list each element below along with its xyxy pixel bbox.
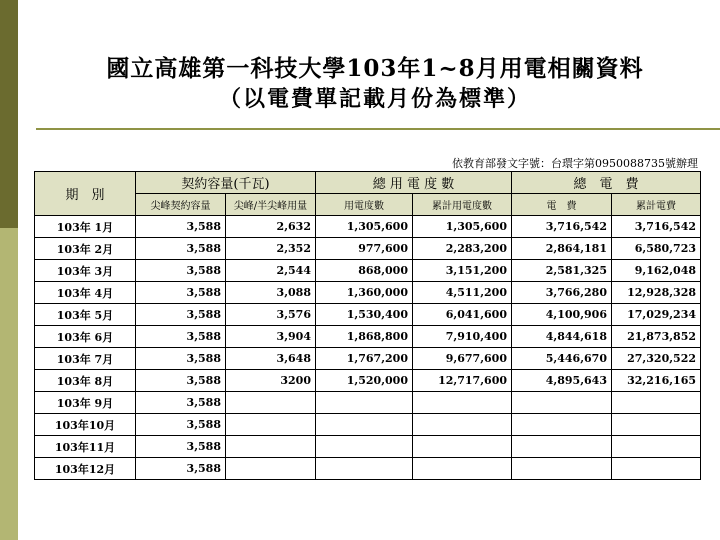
header-period: 期 別 [35,172,136,216]
cell-kwh: 977,600 [316,238,413,260]
side-bar-dark [0,0,18,228]
cell-half-peak: 3,648 [226,348,316,370]
cell-period: 103年 4月 [35,282,136,304]
header-fee: 總 電 費 [512,172,701,194]
cell-cum-kwh: 9,677,600 [413,348,512,370]
cell-half-peak: 2,632 [226,216,316,238]
table-row [35,414,701,436]
cell-fee [512,392,612,414]
cell-kwh: 1,305,600 [316,216,413,238]
cell-cum-kwh [413,436,512,458]
cell-period: 103年 1月 [35,216,136,238]
header-fee-amount: 電 費 [512,194,612,216]
cell-cum-fee [612,414,701,436]
table-row [35,436,701,458]
header-cum-fee: 累計電費 [612,194,701,216]
cell-cum-fee: 17,029,234 [612,304,701,326]
regulation-note: 依教育部發文字號：台環字第0950088735號辦理 [452,157,698,170]
cell-half-peak: 3200 [226,370,316,392]
cell-cum-fee [612,436,701,458]
cell-fee: 5,446,670 [512,348,612,370]
table-row [35,260,701,282]
cell-fee: 4,100,906 [512,304,612,326]
cell-peak-contract: 3,588 [136,458,226,480]
cell-period: 103年11月 [35,436,136,458]
cell-kwh: 1,520,000 [316,370,413,392]
side-bar-light [0,228,18,540]
header-row-1 [35,172,701,194]
cell-kwh [316,436,413,458]
cell-kwh [316,392,413,414]
electricity-table [34,171,701,480]
header-contract: 契約容量(千瓦) [136,172,316,194]
table-row [35,348,701,370]
cell-peak-contract: 3,588 [136,260,226,282]
cell-cum-fee: 9,162,048 [612,260,701,282]
cell-cum-fee: 12,928,328 [612,282,701,304]
cell-cum-fee: 27,320,522 [612,348,701,370]
cell-kwh: 1,767,200 [316,348,413,370]
cell-kwh [316,458,413,480]
page-title: 國立高雄第一科技大學103年1~8月用電相關資料 [106,55,644,82]
cell-cum-kwh: 4,511,200 [413,282,512,304]
cell-cum-kwh: 7,910,400 [413,326,512,348]
cell-cum-kwh: 2,283,200 [413,238,512,260]
cell-half-peak [226,458,316,480]
cell-fee: 2,581,325 [512,260,612,282]
header-half-peak: 尖峰/半尖峰用量 [226,194,316,216]
cell-half-peak: 3,088 [226,282,316,304]
cell-cum-fee: 21,873,852 [612,326,701,348]
cell-fee [512,436,612,458]
cell-period: 103年 5月 [35,304,136,326]
cell-peak-contract: 3,588 [136,436,226,458]
cell-cum-fee: 6,580,723 [612,238,701,260]
cell-half-peak: 2,544 [226,260,316,282]
cell-period: 103年 2月 [35,238,136,260]
cell-peak-contract: 3,588 [136,238,226,260]
cell-peak-contract: 3,588 [136,304,226,326]
cell-kwh: 868,000 [316,260,413,282]
table-row [35,304,701,326]
cell-kwh: 1,530,400 [316,304,413,326]
cell-half-peak [226,436,316,458]
table-row [35,238,701,260]
cell-period: 103年 9月 [35,392,136,414]
cell-kwh: 1,360,000 [316,282,413,304]
cell-peak-contract: 3,588 [136,326,226,348]
cell-period: 103年10月 [35,414,136,436]
header-peak-contract: 尖峰契約容量 [136,194,226,216]
table-row [35,458,701,480]
table-row [35,216,701,238]
cell-period: 103年 7月 [35,348,136,370]
table-row [35,392,701,414]
header-kwh: 用電度數 [316,194,413,216]
cell-fee: 2,864,181 [512,238,612,260]
cell-cum-fee: 32,216,165 [612,370,701,392]
cell-period: 103年 6月 [35,326,136,348]
cell-cum-kwh: 1,305,600 [413,216,512,238]
cell-cum-kwh [413,414,512,436]
cell-fee [512,414,612,436]
title-divider [36,128,720,130]
cell-fee: 3,766,280 [512,282,612,304]
cell-cum-kwh: 12,717,600 [413,370,512,392]
cell-peak-contract: 3,588 [136,392,226,414]
cell-half-peak: 3,904 [226,326,316,348]
header-usage: 總 用 電 度 數 [316,172,512,194]
cell-peak-contract: 3,588 [136,348,226,370]
cell-peak-contract: 3,588 [136,370,226,392]
cell-fee [512,458,612,480]
cell-cum-fee [612,392,701,414]
cell-kwh [316,414,413,436]
table-row [35,370,701,392]
cell-fee: 4,844,618 [512,326,612,348]
cell-period: 103年 8月 [35,370,136,392]
cell-period: 103年12月 [35,458,136,480]
cell-fee: 4,895,643 [512,370,612,392]
header-cum-kwh: 累計用電度數 [413,194,512,216]
cell-peak-contract: 3,588 [136,282,226,304]
cell-kwh: 1,868,800 [316,326,413,348]
cell-half-peak [226,414,316,436]
cell-peak-contract: 3,588 [136,216,226,238]
cell-period: 103年 3月 [35,260,136,282]
cell-half-peak [226,392,316,414]
cell-fee: 3,716,542 [512,216,612,238]
cell-half-peak: 2,352 [226,238,316,260]
table-row [35,282,701,304]
cell-peak-contract: 3,588 [136,414,226,436]
cell-cum-kwh: 6,041,600 [413,304,512,326]
cell-cum-kwh [413,458,512,480]
cell-cum-fee [612,458,701,480]
cell-half-peak: 3,576 [226,304,316,326]
cell-cum-kwh: 3,151,200 [413,260,512,282]
cell-cum-fee: 3,716,542 [612,216,701,238]
cell-cum-kwh [413,392,512,414]
page-subtitle: （以電費單記載月份為標準） [218,86,531,112]
table-row [35,326,701,348]
